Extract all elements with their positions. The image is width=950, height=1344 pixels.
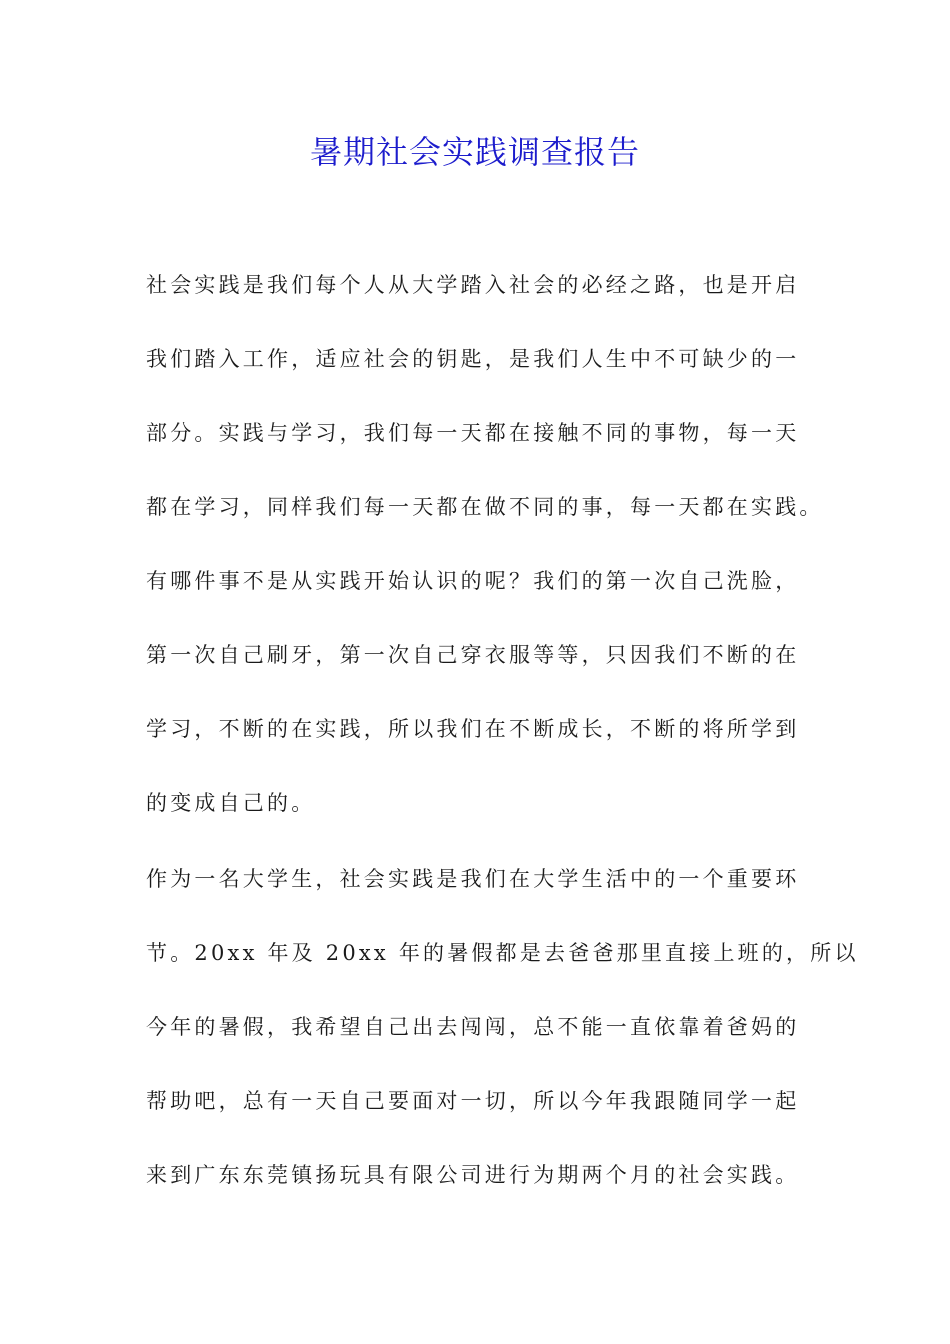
- paragraph-1-line-1: 社会实践是我们每个人从大学踏入社会的必经之路，也是开启: [146, 273, 800, 297]
- paragraph-1-line-8: 的变成自己的。: [146, 791, 316, 815]
- paragraph-1-line-5: 有哪件事不是从实践开始认识的呢？我们的第一次自己洗脸，: [146, 569, 800, 593]
- paragraph-2-line-3: 今年的暑假，我希望自己出去闯闯，总不能一直依靠着爸妈的: [146, 1015, 800, 1039]
- paragraph-1-line-2: 我们踏入工作，适应社会的钥匙，是我们人生中不可缺少的一: [146, 347, 800, 371]
- paragraph-2-line-1: 作为一名大学生，社会实践是我们在大学生活中的一个重要环: [146, 867, 800, 891]
- document-title: 暑期社会实践调查报告: [309, 133, 640, 171]
- paragraph-1-line-7: 学习，不断的在实践，所以我们在不断成长，不断的将所学到: [146, 717, 800, 741]
- paragraph-2-line-2: 节。20xx 年及 20xx 年的暑假都是去爸爸那里直接上班的，所以: [146, 941, 859, 965]
- paragraph-2-line-5: 来到广东东莞镇扬玩具有限公司进行为期两个月的社会实践。: [146, 1163, 800, 1187]
- paragraph-1-line-3: 部分。实践与学习，我们每一天都在接触不同的事物，每一天: [146, 421, 800, 445]
- paragraph-1-line-4: 都在学习，同样我们每一天都在做不同的事，每一天都在实践。: [146, 495, 824, 519]
- paragraph-1-line-6: 第一次自己刷牙，第一次自己穿衣服等等，只因我们不断的在: [146, 643, 800, 667]
- paragraph-2-line-4: 帮助吧，总有一天自己要面对一切，所以今年我跟随同学一起: [146, 1089, 800, 1113]
